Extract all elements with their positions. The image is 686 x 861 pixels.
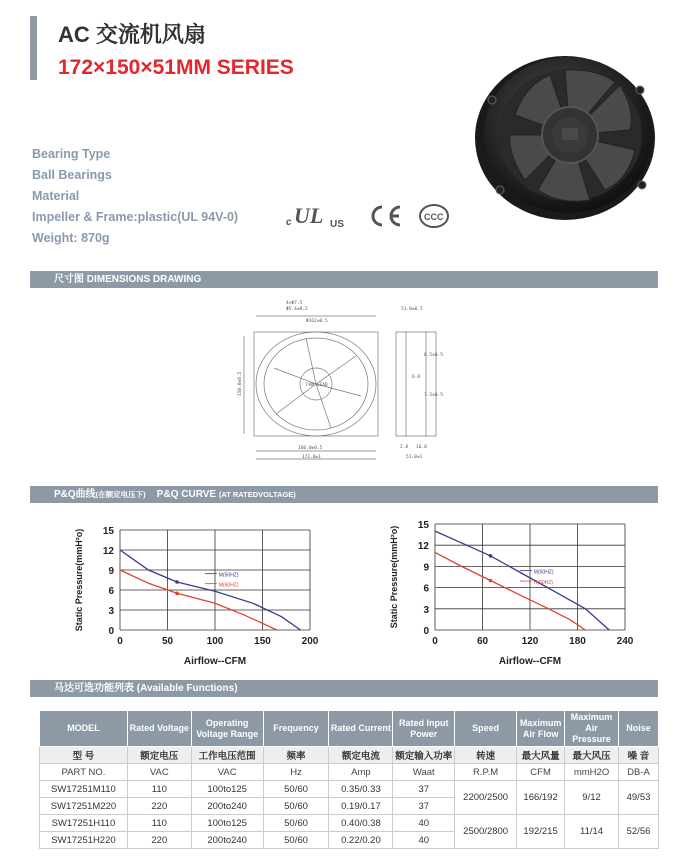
table-cell: 220 [127, 798, 191, 815]
y-axis-label: Static Pressure(mmH²o) [74, 528, 84, 632]
ul-logo-icon [284, 203, 354, 229]
table-cell: 192/215 [517, 815, 565, 849]
legend-label: H(60HZ) [533, 580, 553, 587]
table-cell: 转速 [455, 747, 517, 764]
legend-label: M(60HZ) [218, 582, 239, 589]
table-header: Maximum Air Pressure [565, 711, 619, 747]
series-marker [175, 580, 179, 584]
table-cell: 额定电流 [329, 747, 393, 764]
pq-chart-h [385, 514, 655, 670]
y-tick-label: 15 [102, 526, 114, 537]
spec-line: Ball Bearings [32, 168, 112, 182]
table-cell: 100to125 [191, 815, 263, 832]
table-cell: 2200/2500 [455, 781, 517, 815]
x-tick-label: 120 [521, 636, 539, 647]
pq-title-cn: P&Q曲线 [54, 489, 96, 500]
y-tick-label: 9 [108, 566, 114, 577]
table-cell: 37 [393, 798, 455, 815]
y-tick-label: 9 [423, 562, 429, 574]
table-header: Rated Input Power [393, 711, 455, 747]
svg-text:CCC: CCC [424, 212, 444, 222]
table-cell: 50/60 [263, 781, 329, 798]
table-cell: 噪 音 [619, 747, 659, 764]
pq-subtitle-en: (AT RATEDVOLTAGE) [218, 490, 296, 499]
table-cell: 9/12 [565, 781, 619, 815]
table-cell: 最大风量 [517, 747, 565, 764]
table-cell: 最大风压 [565, 747, 619, 764]
dim-label: 4×Φ7.5 [286, 301, 303, 306]
pq-section-header [30, 486, 658, 503]
spec-line: Impeller & Frame:plastic(UL 94V-0) [32, 210, 239, 224]
table-cell: Waat [393, 764, 455, 781]
x-tick-label: 180 [569, 636, 586, 647]
table-row-cn-headers [40, 747, 659, 764]
table-cell: 型 号 [40, 747, 128, 764]
table-row [40, 815, 659, 832]
dim-label: 51.0±0.5 [401, 307, 423, 312]
y-axis-label: Static Pressure(mmH²o) [389, 525, 399, 629]
table-cell: SW17251M110 [40, 781, 128, 798]
table-cell: 0.19/0.17 [329, 798, 393, 815]
table-row [40, 781, 659, 798]
table-cell: 49/53 [619, 781, 659, 815]
pq-chart-m [70, 520, 340, 670]
dim-label: 16.0 [416, 445, 427, 450]
table-cell: Amp [329, 764, 393, 781]
y-tick-label: 12 [417, 541, 429, 553]
table-cell: CFM [517, 764, 565, 781]
dim-label: 6.0 [412, 375, 421, 380]
svg-text:c: c [286, 217, 292, 228]
x-axis-label: Airflow--CFM [498, 656, 562, 667]
y-tick-label: 0 [423, 626, 429, 637]
x-tick-label: 100 [206, 636, 224, 647]
table-cell: 额定电压 [127, 747, 191, 764]
functions-section-header: 马达可选功能列表 (Available Functions) [30, 680, 658, 697]
table-cell: VAC [127, 764, 191, 781]
table-header: Maximum Air Flow [517, 711, 565, 747]
svg-text:UL: UL [294, 203, 324, 228]
series-line [120, 570, 277, 630]
y-tick-label: 15 [417, 520, 429, 531]
x-tick-label: 0 [432, 636, 438, 647]
table-cell: 40 [393, 815, 455, 832]
spec-list [32, 144, 238, 249]
table-cell: 50/60 [263, 815, 329, 832]
pq-subtitle-cn: (在额定电压下) [95, 490, 146, 499]
table-cell: 220 [127, 832, 191, 849]
table-cell: DB-A [619, 764, 659, 781]
table-cell: 200to240 [191, 832, 263, 849]
series-line [435, 552, 585, 630]
dimensions-section-header: 尺寸图 DIMENSIONS DRAWING [30, 271, 658, 288]
table-cell: VAC [191, 764, 263, 781]
table-cell: 50/60 [263, 798, 329, 815]
dim-label: 51.0±1 [406, 455, 423, 460]
x-tick-label: 200 [301, 636, 319, 647]
table-header: MODEL [40, 711, 128, 747]
dimensions-drawing [236, 296, 456, 466]
spec-line: Bearing Type [32, 147, 111, 161]
table-header: Rated Current [329, 711, 393, 747]
table-cell: SW17251H220 [40, 832, 128, 849]
ccc-logo-icon [418, 203, 450, 229]
table-header: Speed [455, 711, 517, 747]
dim-label: FAN LEAD [306, 383, 328, 388]
dim-label: Φ162±0.5 [306, 319, 328, 324]
table-header: Rated Voltage [127, 711, 191, 747]
table-cell: 频率 [263, 747, 329, 764]
y-tick-label: 0 [108, 626, 114, 637]
table-cell: 200to240 [191, 798, 263, 815]
table-cell: 11/14 [565, 815, 619, 849]
dim-label: 8.5±0.5 [424, 353, 443, 358]
model-spec-table [39, 710, 659, 849]
pq-title-en: P&Q CURVE [156, 489, 217, 500]
table-cell: 52/56 [619, 815, 659, 849]
table-cell: 100to125 [191, 781, 263, 798]
x-tick-label: 60 [476, 636, 489, 647]
dim-label: 2.8 [400, 445, 409, 450]
page-title: AC 交流机风扇 [58, 22, 206, 47]
certification-logos [284, 203, 450, 229]
dim-label: 7.5±0.5 [424, 393, 443, 398]
series-marker [489, 554, 493, 558]
table-cell: 166/192 [517, 781, 565, 815]
table-cell: 工作电压范围 [191, 747, 263, 764]
y-tick-label: 6 [423, 583, 429, 595]
spec-line: Material [32, 189, 80, 203]
table-header-row [40, 711, 659, 747]
ce-logo-icon [366, 203, 406, 229]
table-header: Frequency [263, 711, 329, 747]
table-cell: Hz [263, 764, 329, 781]
table-cell: SW17251M220 [40, 798, 128, 815]
table-cell: 0.40/0.38 [329, 815, 393, 832]
legend-label: M(50HZ) [218, 572, 239, 579]
x-tick-label: 150 [254, 636, 271, 647]
x-tick-label: 240 [616, 636, 634, 647]
table-row-units [40, 764, 659, 781]
series-line [435, 531, 609, 630]
series-marker [489, 579, 493, 583]
title-accent-bar [30, 16, 37, 80]
x-tick-label: 50 [161, 636, 174, 647]
series-title: 172×150×51MM SERIES [58, 56, 294, 79]
dim-label: 172.0±1 [302, 455, 321, 460]
table-cell: SW17251H110 [40, 815, 128, 832]
y-tick-label: 6 [108, 586, 114, 597]
table-cell: 37 [393, 781, 455, 798]
y-tick-label: 12 [102, 546, 114, 557]
table-cell: 0.22/0.20 [329, 832, 393, 849]
spec-line: Weight: 870g [32, 231, 110, 245]
table-header: Noise [619, 711, 659, 747]
dim-label: 166.0±0.5 [298, 446, 323, 451]
series-marker [175, 592, 179, 596]
table-cell: 40 [393, 832, 455, 849]
table-header: Operating Voltage Range [191, 711, 263, 747]
svg-text:US: US [330, 219, 344, 229]
dim-label: Φ5.4±0.2 [286, 307, 308, 312]
table-cell: 110 [127, 781, 191, 798]
table-cell: 0.35/0.33 [329, 781, 393, 798]
fan-product-image [470, 40, 660, 230]
y-tick-label: 3 [108, 606, 114, 617]
x-tick-label: 0 [117, 636, 123, 647]
legend-label: M(50HZ) [533, 569, 554, 576]
table-cell: 110 [127, 815, 191, 832]
table-cell: 额定输入功率 [393, 747, 455, 764]
y-tick-label: 3 [423, 604, 429, 616]
dim-label: 150.0±0.5 [238, 371, 243, 396]
table-cell: 50/60 [263, 832, 329, 849]
table-cell: 2500/2800 [455, 815, 517, 849]
x-axis-label: Airflow--CFM [183, 656, 247, 667]
table-cell: R.P.M [455, 764, 517, 781]
table-cell: PART NO. [40, 764, 128, 781]
table-cell: mmH2O [565, 764, 619, 781]
